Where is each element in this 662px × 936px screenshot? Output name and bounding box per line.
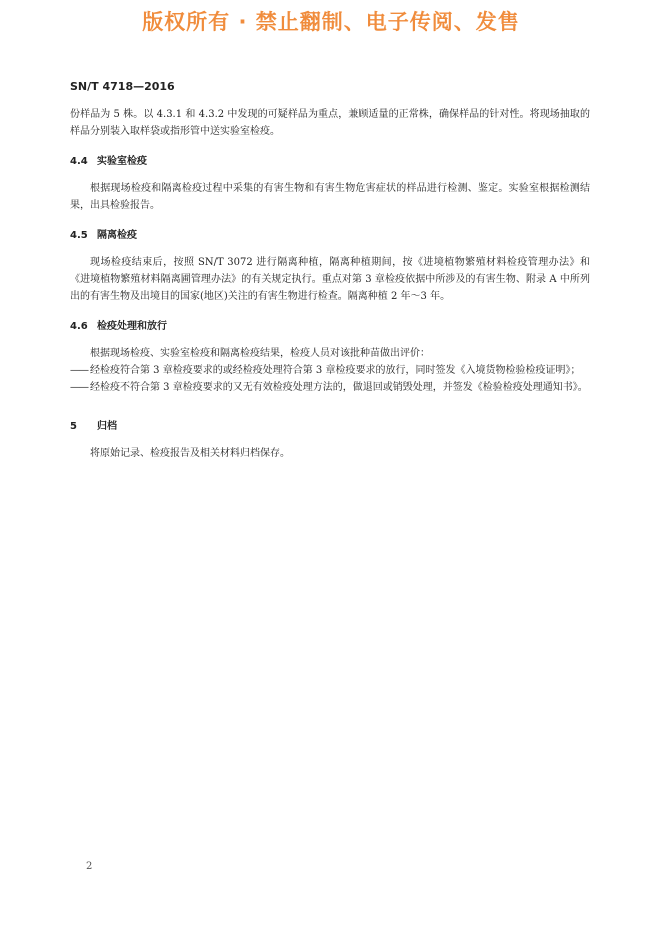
- section-title: 隔离检疫: [97, 230, 137, 241]
- section-heading-4-4: [70, 153, 590, 170]
- section-number: 4.4: [70, 156, 88, 167]
- dash-marker: ——: [70, 365, 88, 376]
- intro-paragraph: 份样品为 5 株。以 4.3.1 和 4.3.2 中发现的可疑样品为重点，兼顾适量的正常株，确保样品的针对性。将现场抽取的样品分别装入取样袋或指形管中送实验室检疫。: [70, 109, 590, 137]
- document-body: [70, 106, 590, 462]
- section-heading-4-5: [70, 227, 590, 244]
- section-5-body: 将原始记录、检疫报告及相关材料归档保存。: [90, 448, 290, 459]
- copyright-banner: 版权所有 · 禁止翻制、电子传阅、发售: [142, 10, 520, 34]
- page-number: 2: [86, 861, 93, 872]
- list-item: [70, 379, 590, 396]
- section-title: 归档: [97, 421, 117, 432]
- list-item-text: 经检疫符合第 3 章检疫要求的或经检疫处理符合第 3 章检疫要求的放行，同时签发《入境货物检验检疫证明》；: [90, 365, 581, 376]
- standard-code: SN/T 4718—2016: [70, 80, 175, 93]
- section-4-6-body: 根据现场检疫、实验室检疫和隔离检疫结果，检疫人员对该批种苗做出评价：: [90, 348, 430, 359]
- list-item-text: 经检疫不符合第 3 章检疫要求的又无有效检疫处理方法的，做退回或销毁处理，并签发《检验检疫处理通知书》。: [90, 382, 588, 393]
- section-title: 实验室检疫: [97, 156, 147, 167]
- section-heading-5: [70, 418, 590, 435]
- section-number: 5: [70, 421, 77, 432]
- dash-marker: ——: [70, 382, 88, 393]
- section-heading-4-6: [70, 318, 590, 335]
- section-4-5-body: 现场检疫结束后，按照 SN/T 3072 进行隔离种植，隔离种植期间，按《进境植物繁殖材料检疫管理办法》和《进境植物繁殖材料隔离圃管理办法》的有关规定执行。重点对第 3 章检疫依据中所涉及的有害生物、附录 A 中所列出的有害生物及出境目的国家(地区)关注的有害生物进行检查。隔离种植 2 年～3 年。: [70, 257, 590, 302]
- section-number: 4.5: [70, 230, 88, 241]
- list-item: [70, 362, 590, 379]
- section-4-4-body: 根据现场检疫和隔离检疫过程中采集的有害生物和有害生物危害症状的样品进行检测、鉴定。实验室根据检测结果，出具检验报告。: [70, 183, 590, 211]
- section-number: 4.6: [70, 321, 88, 332]
- section-title: 检疫处理和放行: [97, 321, 167, 332]
